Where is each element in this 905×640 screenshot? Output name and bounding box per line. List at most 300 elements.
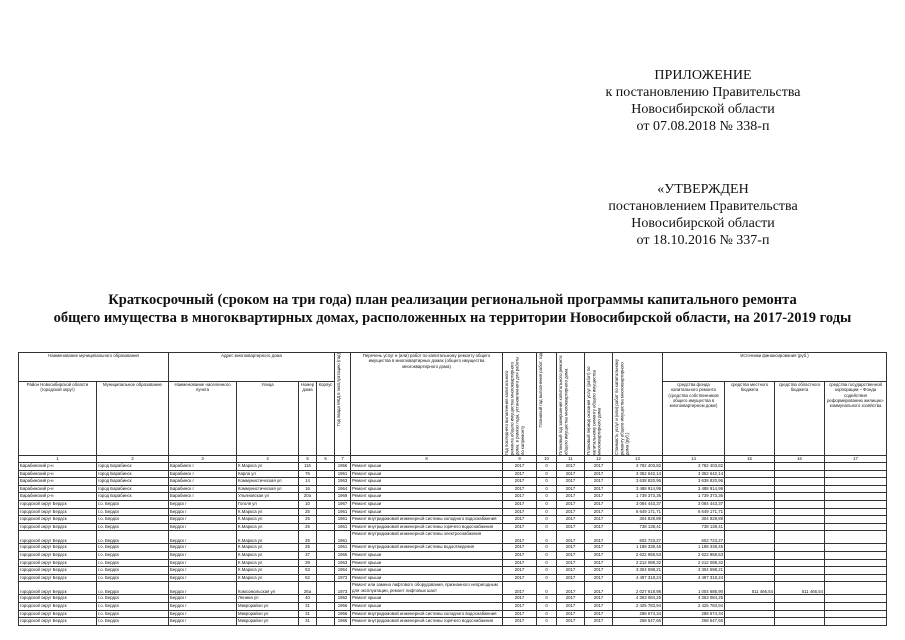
cell-fund-federal <box>725 523 775 531</box>
table-row <box>19 595 887 603</box>
cell-district: городской округ Бердск <box>19 523 97 531</box>
cell-planned-end: 2017 <box>585 602 613 610</box>
cell-fund-state <box>825 602 887 610</box>
cell-street: Комсомольская ул <box>237 582 299 595</box>
cell-works: Ремонт крыши <box>351 574 503 582</box>
cell-planned-end: 2017 <box>585 516 613 524</box>
cell-last-repair: 2017 <box>503 485 537 493</box>
cell-fund-federal <box>725 544 775 552</box>
cell-planned-end: 2017 <box>585 574 613 582</box>
cell-fund-owners: 3 304 598,21 <box>663 567 725 575</box>
cell-fund-regional <box>775 523 825 531</box>
column-number: 1 <box>19 456 97 463</box>
column-number: 14 <box>663 456 725 463</box>
cell-building <box>317 485 335 493</box>
cell-house: 31 <box>299 610 317 618</box>
cell-house: 37 <box>299 551 317 559</box>
table-row <box>19 485 887 493</box>
cell-settlement: Барабинск г <box>169 478 237 486</box>
cell-planned-year: 0 <box>537 567 557 575</box>
cell-street: Ульяновская ул <box>237 493 299 501</box>
table-row <box>19 500 887 508</box>
cell-settlement: Бердск г <box>169 508 237 516</box>
cell-district: городской округ Бердск <box>19 531 97 544</box>
building-header: Корпус <box>317 382 335 456</box>
cell-planned-year: 0 <box>537 500 557 508</box>
cell-municipality: г.о. Бердск <box>97 508 169 516</box>
cell-fund-owners: 3 084 443,37 <box>663 500 725 508</box>
cell-works: Ремонт крыши <box>351 595 503 603</box>
cell-works: Ремонт крыши <box>351 478 503 486</box>
cell-fund-owners: 602 723,27 <box>663 531 725 544</box>
cell-building <box>317 602 335 610</box>
cell-last-repair: 2017 <box>503 610 537 618</box>
table-row <box>19 463 887 471</box>
fund-federal-header: средства местного бюджета <box>725 382 775 456</box>
cell-fund-federal <box>725 602 775 610</box>
cell-year: 1961 <box>335 523 351 531</box>
cell-house: 116 <box>299 463 317 471</box>
cell-works: Ремонт внутридомовой инженерной системы горячего водоснабжения <box>351 523 503 531</box>
cell-planned-period: 2017 <box>557 485 585 493</box>
district-header: Район Новосибирской области (городской округ) <box>19 382 97 456</box>
cell-cost: 3 638 820,96 <box>613 478 663 486</box>
cell-works: Ремонт внутридомовой инженерной системы горячего водоснабжения <box>351 618 503 626</box>
cell-street: К.Маркса ул <box>237 559 299 567</box>
cell-planned-period: 2017 <box>557 516 585 524</box>
cell-fund-regional <box>775 470 825 478</box>
cell-planned-period: 2017 <box>557 470 585 478</box>
cell-planned-end: 2017 <box>585 595 613 603</box>
cell-works: Ремонт внутридомовой инженерной системы холодного водоснабжения <box>351 610 503 618</box>
cell-fund-owners: 3 488 914,99 <box>663 485 725 493</box>
table-row <box>19 544 887 552</box>
cell-year: 1964 <box>335 567 351 575</box>
cell-district: городской округ Бердск <box>19 508 97 516</box>
cell-fund-regional: 511 466,54 <box>775 582 825 595</box>
house-header: Номер дома <box>299 382 317 456</box>
cell-fund-state <box>825 463 887 471</box>
cell-settlement: Бердск г <box>169 618 237 626</box>
cell-planned-year: 0 <box>537 508 557 516</box>
cell-street: Ленина ул <box>237 595 299 603</box>
cell-last-repair: 2017 <box>503 551 537 559</box>
cell-district: городской округ Бердск <box>19 602 97 610</box>
cell-house: 62 <box>299 574 317 582</box>
column-number: 11 <box>557 456 585 463</box>
cell-municipality: г.о. Бердск <box>97 516 169 524</box>
cell-planned-period: 2017 <box>557 602 585 610</box>
cell-fund-owners: 4 497 318,24 <box>663 574 725 582</box>
cell-settlement: Барабинск г <box>169 493 237 501</box>
cell-planned-end: 2017 <box>585 485 613 493</box>
cell-year: 1966 <box>335 551 351 559</box>
cell-planned-period: 2017 <box>557 618 585 626</box>
cell-street: К.Маркса ул <box>237 508 299 516</box>
cell-works: Ремонт крыши <box>351 508 503 516</box>
cell-house: 40 <box>299 595 317 603</box>
cell-planned-period: 2017 <box>557 559 585 567</box>
cell-planned-end: 2017 <box>585 508 613 516</box>
cell-works: Ремонт или замена лифтового оборудования, признанного непригодным для эксплуатации, ремонт лифтовых шахт <box>351 582 503 595</box>
cell-fund-federal <box>725 470 775 478</box>
fund-owners-header: средства фонда капитального ремонта (средства собственников общего имущества в многоквартирном доме) <box>663 382 725 456</box>
cell-fund-owners: 3 638 820,96 <box>663 478 725 486</box>
cell-house: 31 <box>299 618 317 626</box>
cell-house: 14 <box>299 478 317 486</box>
cell-municipality: город Барабинск <box>97 485 169 493</box>
year-header-text: Год ввода МКД в эксплуатацию (год) <box>336 353 342 426</box>
cell-district: городской округ Бердск <box>19 559 97 567</box>
fund-state-header: средства государственной корпорации – Фонда содействия реформированию жилищно-коммунального хозяйства <box>825 382 887 456</box>
cell-fund-owners: 3 352 642,14 <box>663 470 725 478</box>
cell-cost: 738 138,41 <box>613 523 663 531</box>
cell-planned-end: 2017 <box>585 470 613 478</box>
cell-settlement: Барабинск г <box>169 470 237 478</box>
cell-fund-regional <box>775 485 825 493</box>
cell-planned-year: 0 <box>537 544 557 552</box>
column-number: 13 <box>613 456 663 463</box>
cell-municipality: город Барабинск <box>97 493 169 501</box>
cell-works: Ремонт крыши <box>351 602 503 610</box>
column-number: 3 <box>169 456 237 463</box>
cell-fund-owners: 2 212 088,32 <box>663 559 725 567</box>
table-row <box>19 493 887 501</box>
cell-settlement: Бердск г <box>169 516 237 524</box>
cell-building <box>317 567 335 575</box>
cell-planned-year: 0 <box>537 470 557 478</box>
cell-district: Барабинский р-н <box>19 463 97 471</box>
cell-building <box>317 493 335 501</box>
cell-cost: 3 352 642,14 <box>613 470 663 478</box>
cell-house: 25 <box>299 531 317 544</box>
cell-settlement: Бердск г <box>169 567 237 575</box>
cell-fund-owners: 268 547,66 <box>663 618 725 626</box>
cell-planned-period: 2017 <box>557 544 585 552</box>
cell-settlement: Бердск г <box>169 559 237 567</box>
cell-fund-state <box>825 523 887 531</box>
cell-settlement: Барабинск г <box>169 485 237 493</box>
cell-fund-owners: 738 138,41 <box>663 523 725 531</box>
column-number: 15 <box>725 456 775 463</box>
cell-cost: 1 739 373,36 <box>613 493 663 501</box>
cell-house: 76 <box>299 470 317 478</box>
table-row <box>19 516 887 524</box>
cell-year: 1961 <box>335 470 351 478</box>
year-header <box>335 353 351 456</box>
cell-fund-federal <box>725 478 775 486</box>
approved-line: Новосибирской области <box>631 216 775 231</box>
cell-building <box>317 582 335 595</box>
cell-works: Ремонт внутридомовой инженерной системы водоотведения <box>351 544 503 552</box>
cell-planned-year: 0 <box>537 610 557 618</box>
cell-year: 1961 <box>335 544 351 552</box>
cell-works: Ремонт внутридомовой инженерной системы электроснабжения <box>351 531 503 544</box>
cell-fund-federal <box>725 463 775 471</box>
cell-building <box>317 478 335 486</box>
cell-fund-regional <box>775 531 825 544</box>
cell-works: Ремонт крыши <box>351 463 503 471</box>
cell-building <box>317 551 335 559</box>
cell-settlement: Бердск г <box>169 574 237 582</box>
cell-planned-period: 2017 <box>557 610 585 618</box>
table-row <box>19 559 887 567</box>
works-group-header: Перечень услуг и (или) работ по капитальному ремонту общего имущества в многоквартирных домах (общего имущества многоквартирного дома) <box>351 353 503 456</box>
cell-cost: 1 188 338,45 <box>613 544 663 552</box>
cell-fund-state <box>825 493 887 501</box>
cell-fund-owners: 2 622 968,53 <box>663 551 725 559</box>
cell-district: городской округ Бердск <box>19 500 97 508</box>
cell-district: Барабинский р-н <box>19 493 97 501</box>
cell-last-repair: 2017 <box>503 567 537 575</box>
cell-settlement: Бердск г <box>169 602 237 610</box>
cell-last-repair: 2017 <box>503 478 537 486</box>
table-row <box>19 567 887 575</box>
cell-house: 16 <box>299 485 317 493</box>
cell-last-repair: 2017 <box>503 618 537 626</box>
table-row <box>19 582 887 595</box>
cell-cost: 3 084 443,37 <box>613 500 663 508</box>
municipality-header: Муниципальное образование <box>97 382 169 456</box>
cell-municipality: г.о. Бердск <box>97 523 169 531</box>
cell-street: Коммунистическая ул <box>237 478 299 486</box>
cell-municipality: г.о. Бердск <box>97 618 169 626</box>
street-header: Улица <box>237 382 299 456</box>
table-row <box>19 610 887 618</box>
cell-municipality: г.о. Бердск <box>97 531 169 544</box>
cell-municipality: г.о. Бердск <box>97 610 169 618</box>
cell-house: 25 <box>299 544 317 552</box>
cell-fund-federal <box>725 559 775 567</box>
appendix-line: ПРИЛОЖЕНИЕ <box>654 68 752 83</box>
column-number: 4 <box>237 456 299 463</box>
cell-settlement: Бердск г <box>169 544 237 552</box>
cell-planned-end: 2017 <box>585 463 613 471</box>
cell-district: городской округ Бердск <box>19 610 97 618</box>
cell-street: К.Маркса ул <box>237 516 299 524</box>
cell-district: городской округ Бердск <box>19 574 97 582</box>
cell-planned-year: 0 <box>537 485 557 493</box>
cell-settlement: Бердск г <box>169 531 237 544</box>
table-group-header-row <box>19 353 887 382</box>
cell-street: Микрорайон ул <box>237 602 299 610</box>
cell-street: К.Маркса ул <box>237 567 299 575</box>
cell-building <box>317 544 335 552</box>
column-number-row <box>19 456 887 463</box>
cell-planned-period: 2017 <box>557 531 585 544</box>
column-number: 10 <box>537 456 557 463</box>
planned-period-header <box>557 353 585 456</box>
cell-year: 1963 <box>335 478 351 486</box>
cell-works: Ремонт крыши <box>351 470 503 478</box>
cell-fund-regional <box>775 618 825 626</box>
cell-cost: 3 488 914,99 <box>613 485 663 493</box>
cell-fund-owners: 304 828,89 <box>663 516 725 524</box>
cell-year: 1966 <box>335 610 351 618</box>
cell-district: городской округ Бердск <box>19 551 97 559</box>
table-row <box>19 602 887 610</box>
cell-year: 1973 <box>335 574 351 582</box>
cell-fund-regional <box>775 544 825 552</box>
cell-planned-year: 0 <box>537 551 557 559</box>
column-number: 6 <box>317 456 335 463</box>
cell-last-repair: 2017 <box>503 508 537 516</box>
cell-planned-period: 2017 <box>557 523 585 531</box>
cell-year: 1956 <box>335 463 351 471</box>
cell-building <box>317 523 335 531</box>
cell-fund-state <box>825 485 887 493</box>
cell-cost: 6 649 171,71 <box>613 508 663 516</box>
cell-cost: 4 363 084,25 <box>613 595 663 603</box>
cell-cost: 268 547,66 <box>613 618 663 626</box>
cell-house: 25 <box>299 508 317 516</box>
cell-street: К.Маркса ул <box>237 574 299 582</box>
cell-fund-owners: 6 649 171,71 <box>663 508 725 516</box>
cell-fund-federal <box>725 551 775 559</box>
cell-last-repair: 2017 <box>503 559 537 567</box>
cell-year: 1961 <box>335 508 351 516</box>
cell-fund-federal <box>725 567 775 575</box>
cell-planned-end: 2017 <box>585 544 613 552</box>
cell-fund-federal <box>725 508 775 516</box>
cell-fund-owners: 1 004 685,90 <box>663 582 725 595</box>
cell-cost: 2 622 968,53 <box>613 551 663 559</box>
cell-planned-year: 0 <box>537 595 557 603</box>
cell-street: Коммунистическая ул <box>237 485 299 493</box>
column-number: 17 <box>825 456 887 463</box>
cell-works: Ремонт крыши <box>351 485 503 493</box>
cell-building <box>317 500 335 508</box>
cell-district: Барабинский р-н <box>19 470 97 478</box>
cell-street: Карла ул <box>237 470 299 478</box>
cell-last-repair: 2017 <box>503 523 537 531</box>
cell-planned-year: 0 <box>537 463 557 471</box>
cell-planned-year: 0 <box>537 493 557 501</box>
cell-year: 1966 <box>335 602 351 610</box>
cell-building <box>317 610 335 618</box>
fund-regional-header: средства областного бюджета <box>775 382 825 456</box>
planned-year-header-text: Плановый год выполнения работ, год <box>538 353 544 428</box>
cell-fund-state <box>825 595 887 603</box>
cell-street: К.Маркса ул <box>237 544 299 552</box>
cell-fund-regional <box>775 567 825 575</box>
appendix-line: от 07.08.2018 № 338-п <box>636 119 770 134</box>
title-line: общего имущества в многоквартирных домах, расположенных на территории Новосибирской области, на 2017-2019 годы <box>53 310 852 326</box>
appendix-line: к постановлению Правительства <box>605 85 801 100</box>
cell-planned-period: 2017 <box>557 500 585 508</box>
cell-cost: 2 212 088,32 <box>613 559 663 567</box>
cell-street: Микрорайон ул <box>237 610 299 618</box>
cell-fund-regional <box>775 559 825 567</box>
cell-house: 31 <box>299 602 317 610</box>
cell-fund-federal <box>725 500 775 508</box>
cell-works: Ремонт крыши <box>351 500 503 508</box>
cell-last-repair: 2017 <box>503 602 537 610</box>
cell-fund-federal <box>725 516 775 524</box>
cell-cost: 304 828,89 <box>613 516 663 524</box>
cell-year: 1973 <box>335 582 351 595</box>
address-group-header: Адрес многоквартирного дома <box>169 353 335 382</box>
cell-municipality: г.о. Бердск <box>97 595 169 603</box>
cell-planned-year: 0 <box>537 523 557 531</box>
cell-planned-period: 2017 <box>557 508 585 516</box>
cell-planned-end: 2017 <box>585 551 613 559</box>
approved-block <box>573 181 833 249</box>
cell-last-repair: 2017 <box>503 531 537 544</box>
table-row <box>19 551 887 559</box>
cell-year: 1963 <box>335 559 351 567</box>
cell-fund-federal <box>725 493 775 501</box>
cell-fund-state <box>825 582 887 595</box>
cell-fund-regional <box>775 508 825 516</box>
cell-fund-owners: 1 739 373,36 <box>663 493 725 501</box>
column-number: 9 <box>503 456 537 463</box>
appendix-block <box>573 67 833 135</box>
cell-street: К.Маркса ул <box>237 463 299 471</box>
cell-planned-end: 2017 <box>585 618 613 626</box>
cell-district: городской округ Бердск <box>19 582 97 595</box>
cell-district: городской округ Бердск <box>19 618 97 626</box>
cell-building <box>317 618 335 626</box>
cell-fund-regional <box>775 516 825 524</box>
cell-fund-owners: 288 674,34 <box>663 610 725 618</box>
cell-planned-period: 2017 <box>557 478 585 486</box>
cell-fund-state <box>825 574 887 582</box>
cell-fund-regional <box>775 595 825 603</box>
cell-fund-federal <box>725 595 775 603</box>
cell-settlement: Бердск г <box>169 610 237 618</box>
planned-year-header <box>537 353 557 456</box>
cell-cost: 2 027 618,98 <box>613 582 663 595</box>
cell-fund-regional <box>775 463 825 471</box>
cell-fund-federal <box>725 574 775 582</box>
cell-works: Ремонт внутридомовой инженерной системы холодного водоснабжения <box>351 516 503 524</box>
cell-planned-period: 2017 <box>557 493 585 501</box>
cell-fund-owners: 4 363 084,25 <box>663 595 725 603</box>
cell-fund-state <box>825 531 887 544</box>
cell-planned-period: 2017 <box>557 463 585 471</box>
cell-last-repair: 2017 <box>503 595 537 603</box>
appendix-line: Новосибирской области <box>631 102 775 117</box>
cell-building <box>317 508 335 516</box>
cell-fund-state <box>825 610 887 618</box>
cell-works: Ремонт крыши <box>351 567 503 575</box>
cell-municipality: г.о. Бердск <box>97 574 169 582</box>
cell-fund-state <box>825 544 887 552</box>
cell-fund-state <box>825 500 887 508</box>
cell-fund-state <box>825 567 887 575</box>
cell-fund-state <box>825 516 887 524</box>
cell-municipality: г.о. Бердск <box>97 551 169 559</box>
cell-cost: 3 782 403,82 <box>613 463 663 471</box>
cell-fund-state <box>825 478 887 486</box>
last-repair-header <box>503 353 537 456</box>
cell-cost: 3 304 598,21 <box>613 567 663 575</box>
cell-planned-end: 2017 <box>585 610 613 618</box>
cell-planned-end: 2017 <box>585 582 613 595</box>
cell-works: Ремонт крыши <box>351 493 503 501</box>
document-title <box>0 291 905 327</box>
column-number: 12 <box>585 456 613 463</box>
cell-planned-year: 0 <box>537 618 557 626</box>
repair-plan-table <box>18 352 887 626</box>
column-number: 5 <box>299 456 317 463</box>
cell-planned-year: 0 <box>537 559 557 567</box>
cell-house: 20а <box>299 493 317 501</box>
cell-cost: 4 497 318,24 <box>613 574 663 582</box>
last-repair-header-text: Год последнего выполнения капитального ремонта общего имущества многоквартирного дома, в рамках года, установленного для работы по капремонту <box>504 356 525 455</box>
cell-last-repair: 2017 <box>503 470 537 478</box>
